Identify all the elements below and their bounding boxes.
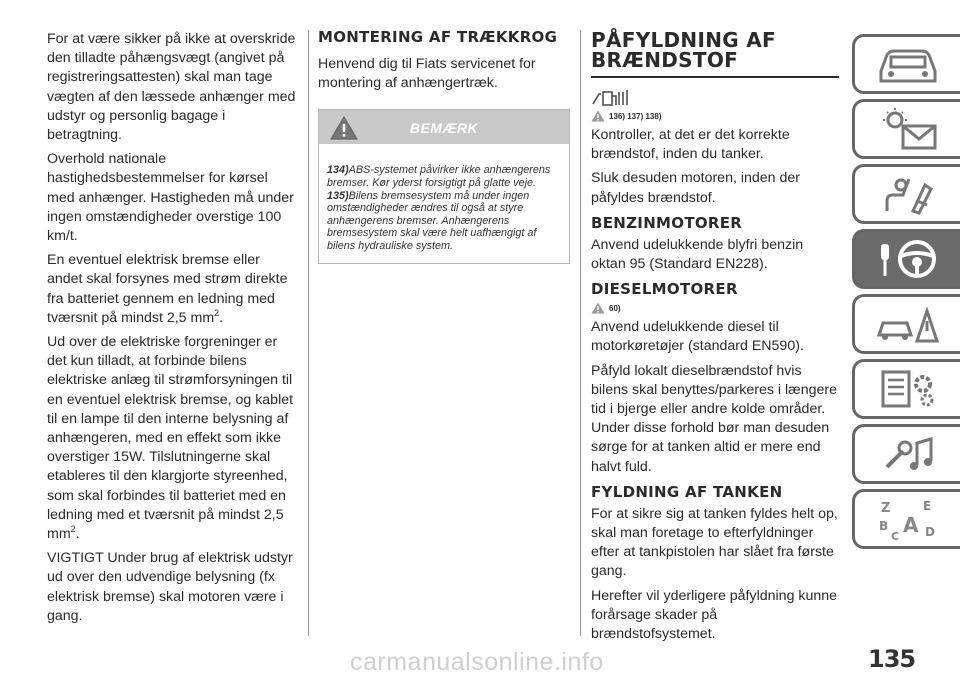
warning-light-icon <box>873 106 943 152</box>
subheading-petrol: BENZINMOTORER <box>591 213 743 232</box>
paragraph-check-fuel: Kontroller, at det er det korrekte brændstof, inden du tanker. <box>591 127 790 163</box>
paragraph-petrol: Anvend udelukkende blyfri benzin oktan 95 (Standard EN228). <box>591 236 804 273</box>
note-header <box>319 110 569 144</box>
maintenance-gear-icon <box>873 366 943 412</box>
superscript: 2 <box>70 524 76 535</box>
chapter-tab-warning-lights[interactable] <box>852 99 960 159</box>
svg-text:B: B <box>878 519 888 533</box>
airbag-seat-icon <box>873 171 943 217</box>
fuel-pump-row <box>591 88 839 108</box>
warning-triangle-icon <box>591 110 605 122</box>
column-divider <box>580 30 581 636</box>
warning-triangle-icon <box>330 116 358 140</box>
svg-text:C: C <box>890 530 899 542</box>
paragraph-trailer-weight: For at være sikker på ikke at overskride den tilladte påhængsvægt (angivet på registreringsattesten) skal man tage vægten af den læssede anhænger med udstyr og personlig bagage i betragtning. <box>47 31 296 144</box>
chapter-tab-multimedia[interactable] <box>852 424 960 484</box>
note-item: 135)Bilens bremsesystem må under ingen omstændigheder ændres til også at styre anhængerens bremser. Anhængerens bremsesystem skal være helt uafhængigt af bilens hydrauliske system. <box>327 189 537 252</box>
paragraph-speed-limit: Overhold nationale hastighedsbestemmelser for kørsel med anhænger. Hastigheden må under ingen omstændigheder overstige 100 km/t. <box>47 151 294 245</box>
chapter-tab-starting-driving[interactable] <box>852 229 960 289</box>
chapter-tab-safety[interactable] <box>852 164 960 224</box>
paragraph-diesel-cold: Påfyld lokalt dieselbrændstof hvis bilens skal benyttes/parkeres i længere tid i bjerge eller andre kolde områder. Under disse forhold bør man desuden sørge for at tanken altid er mere end halvt fuld. <box>591 362 838 475</box>
superscript: 2 <box>214 307 220 318</box>
wrench-music-icon <box>873 431 943 477</box>
chapter-tab-emergency[interactable] <box>852 294 960 354</box>
section-heading-refuelling: PÅFYLDNING AF BRÆNDSTOF <box>591 28 776 72</box>
note-title: BEMÆRK <box>409 120 479 137</box>
note-item: 134)ABS-systemet påvirker ikke anhængerens bremser. Kør yderst forsigtigt på glatte veje. <box>327 164 551 189</box>
paragraph-important: VIGTIGT Under brug af elektrisk udstyr ud over den udvendige belysning (fx elektrisk bremse) skal motoren være i gang. <box>47 550 293 624</box>
note-box <box>318 109 570 263</box>
subheading-filling: FYLDNING AF TANKEN <box>591 482 783 501</box>
column-divider <box>308 30 309 636</box>
paragraph-electrical-connections: Ud over de elektriske forgreninger er det kun tilladt, at forbinde bilens elektriske anlæg til strømforsyningen til en eventuel elektrisk bremse, og kablet til en lampe til den interne belysning af anhængeren, med en effekt som ikke overstiger 15W. Tilslutningerne skal etableres til den klargjorte styreenhed, som skal forbindes til batteriet med en ledning med et tværsnit på mindst 2,5 $mm^2$. <box>47 334 294 543</box>
alphabet-index-icon <box>873 496 943 542</box>
car-crash-icon <box>873 301 943 347</box>
chapter-tab-maintenance[interactable] <box>852 359 960 419</box>
svg-text:Z: Z <box>880 501 890 516</box>
watermark: carmanualsonline.info <box>350 648 604 676</box>
paragraph-engine-off: Sluk desuden motoren, inden der påfyldes brændstof. <box>591 170 801 206</box>
text-column-1 <box>47 30 297 631</box>
warning-triangle-icon <box>591 302 605 314</box>
paragraph-diesel: Anvend udelukkende diesel til motorkøretøjer (standard EN590). <box>591 319 804 355</box>
fuel-pump-icon <box>591 88 631 108</box>
svg-text:D: D <box>924 525 935 539</box>
text-column-3 <box>591 30 839 649</box>
note-body <box>319 144 569 262</box>
heading-rule <box>591 76 839 78</box>
section-heading-tow-hook: MONTERING AF TRÆKKROG <box>318 28 558 46</box>
reference-line: 136) 137) 138) <box>591 110 839 122</box>
reference-line: 60) <box>591 302 839 314</box>
paragraph-electric-brake: En eventuel elektrisk bremse eller andet skal forsynes med strøm direkte fra batteriet gennem en ledning med tværsnit på mindst 2,5 $mm^2$. <box>47 252 288 326</box>
svg-text:A: A <box>902 513 918 537</box>
chapter-tab-dashboard[interactable] <box>852 34 960 94</box>
text-column-2 <box>318 30 570 264</box>
key-steering-wheel-icon <box>873 236 943 282</box>
svg-text:E: E <box>922 499 931 513</box>
chapter-tab-index[interactable] <box>852 489 960 549</box>
car-dashboard-icon <box>873 41 943 87</box>
chapter-tabs <box>852 34 960 554</box>
paragraph-filling: For at sikre sig at tanken fyldes helt op, skal man foretage to efterfyldninger efter at tankpistolen har slået fra første gang. <box>591 505 838 580</box>
paragraph-tow-hook-service: Henvend dig til Fiats servicenet for montering af anhængertræk. <box>318 56 536 92</box>
subheading-diesel: DIESELMOTORER <box>591 280 738 299</box>
page-number: 135 <box>868 645 916 673</box>
paragraph-further-filling: Herefter vil yderligere påfyldning kunne forårsage skader på brændstofsystemet. <box>591 587 838 643</box>
